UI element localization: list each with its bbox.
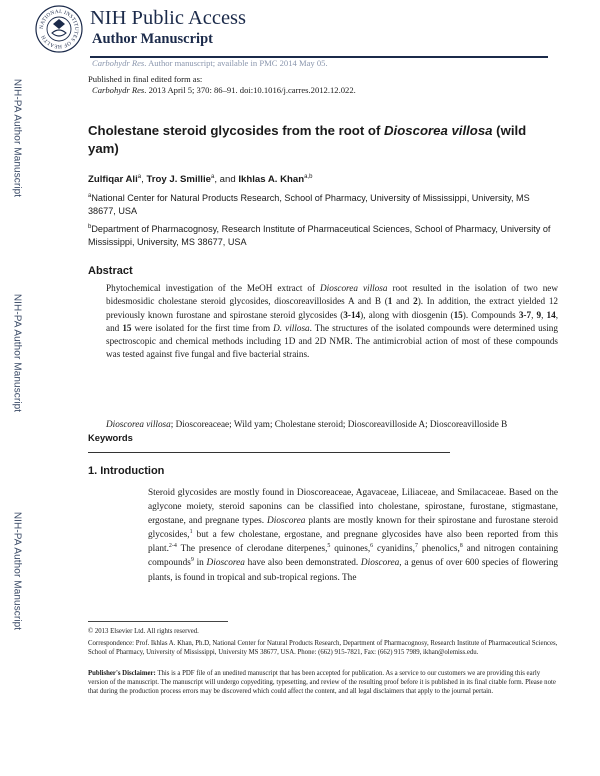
author-list: Zulfiqar Ali$^a$, Troy J. Smillie$^a$, and Ikhlas A. Khan$^{a,b}$: [88, 173, 313, 185]
side-watermark: NIH-PA Author Manuscript: [11, 293, 23, 413]
author-name: Ikhlas A. Khan: [238, 174, 305, 185]
nih-public-access-title: NIH Public Access: [90, 7, 247, 29]
seal-lettering: NATIONAL INSTITUTES OF HEALTH: [38, 8, 80, 50]
side-watermark: NIH-PA Author Manuscript: [11, 511, 23, 631]
keywords-divider: [88, 452, 450, 453]
abstract-heading: Abstract: [88, 265, 133, 277]
svg-text:NATIONAL INSTITUTES OF HEALTH: [39, 9, 79, 49]
correspondence-note: Correspondence: Prof. Ikhlas A. Khan, Ph.D, National Center for Natural Products Research, Department of Pharmacognosy, Research Institute of Pharmaceutical Sciences, School of Pharmacy, University of Mississippi, University MS 38677, USA. Phone: (662) 915-7821, Fax: (662) 915 7989, ikhan@olemiss.edu.: [88, 640, 558, 657]
nih-seal-logo: [34, 4, 84, 54]
abstract-text: Phytochemical investigation of the MeOH extract of Dioscorea villosa root resulted in the isolation of two new bidesmosidic cholestane steroid glycosides, dioscoreavillosides A and B (1 and 2). In addition, the extract yielded 12 previously known furostane and spirostane steroid glycosides (3-14), along with diosgenin (15). Compounds 3-7, 9, 14, and 15 were isolated for the first time from D. villosa. The structures of the isolated compounds were determined using spectroscopic and chemical methods including 1D and 2D NMR. The antimicrobial action of most of these compounds was tested against five fungal and five bacterial strains.: [106, 283, 559, 360]
introduction-text: Steroid glycosides are mostly found in Dioscoreaceae, Agavaceae, Liliaceae, and Smilacaceae. Based on the aglycone moiety, steroid saponins can be classified into cholestane, spirostane, furostane, stigmastane, ergostane, and pregnane types. Dioscorea plants are mostly known for their spirostane and furostane steroid glycosides,$^1$ but a few cholestane, ergostane, and pregnane glycosides have also been reported from this plant.$^{2-4}$ The presence of clerodane diterpenes,$^5$ quinones,$^6$ cyanidins,$^7$ phenolics,$^8$ and nitrogen containing compounds$^9$ in Dioscorea have also been demonstrated. Dioscorea, a genus of over 600 species of flowering plants, is found in tropical and sub-tropical regions. The: [148, 488, 559, 583]
author-manuscript-subtitle: Author Manuscript: [92, 31, 213, 47]
keywords-heading: Keywords: [88, 432, 133, 443]
article-title: Cholestane steroid glycosides from the root of Dioscorea villosa (wild yam): [88, 123, 527, 156]
copyright-notice: © 2013 Elsevier Ltd. All rights reserved.: [88, 628, 199, 635]
keywords-text: Dioscorea villosa; Dioscoreaceae; Wild yam; Cholestane steroid; Dioscoreavilloside A; Dioscoreavilloside B: [106, 419, 508, 429]
affiliation: $^a$National Center for Natural Products Research, School of Pharmacy, University of Mississippi, University, MS 38677, USA: [88, 192, 530, 216]
publisher-disclaimer: Publisher's Disclaimer: This is a PDF file of an unedited manuscript that has been accepted for publication. As a service to our customers we are providing this early version of the manuscript. The manuscript will undergo copyediting, typesetting, and review of the resulting proof before it is published in its final citable form. Please note that during the production process errors may be discovered which could affect the content, and all legal disclaimers that apply to the journal pertain.: [88, 670, 556, 696]
published-in-label: Published in final edited form as:: [88, 74, 203, 84]
affiliation: $^b$Department of Pharmacognosy, Research Institute of Pharmaceutical Sciences, School of Pharmacy, University of Mississippi, University, MS 38677, USA: [88, 223, 551, 247]
author-name: Troy J. Smillie: [146, 174, 211, 185]
journal-citation: Carbohydr Res. 2013 April 5; 370: 86–91. doi:10.1016/j.carres.2012.12.022.: [92, 85, 356, 95]
footnote-divider: [88, 621, 228, 622]
side-watermark: NIH-PA Author Manuscript: [11, 78, 23, 198]
author-name: Zulfiqar Ali: [88, 174, 138, 185]
introduction-heading: 1. Introduction: [88, 465, 165, 477]
journal-availability-note: Carbohydr Res. Author manuscript; available in PMC 2014 May 05.: [92, 58, 328, 68]
